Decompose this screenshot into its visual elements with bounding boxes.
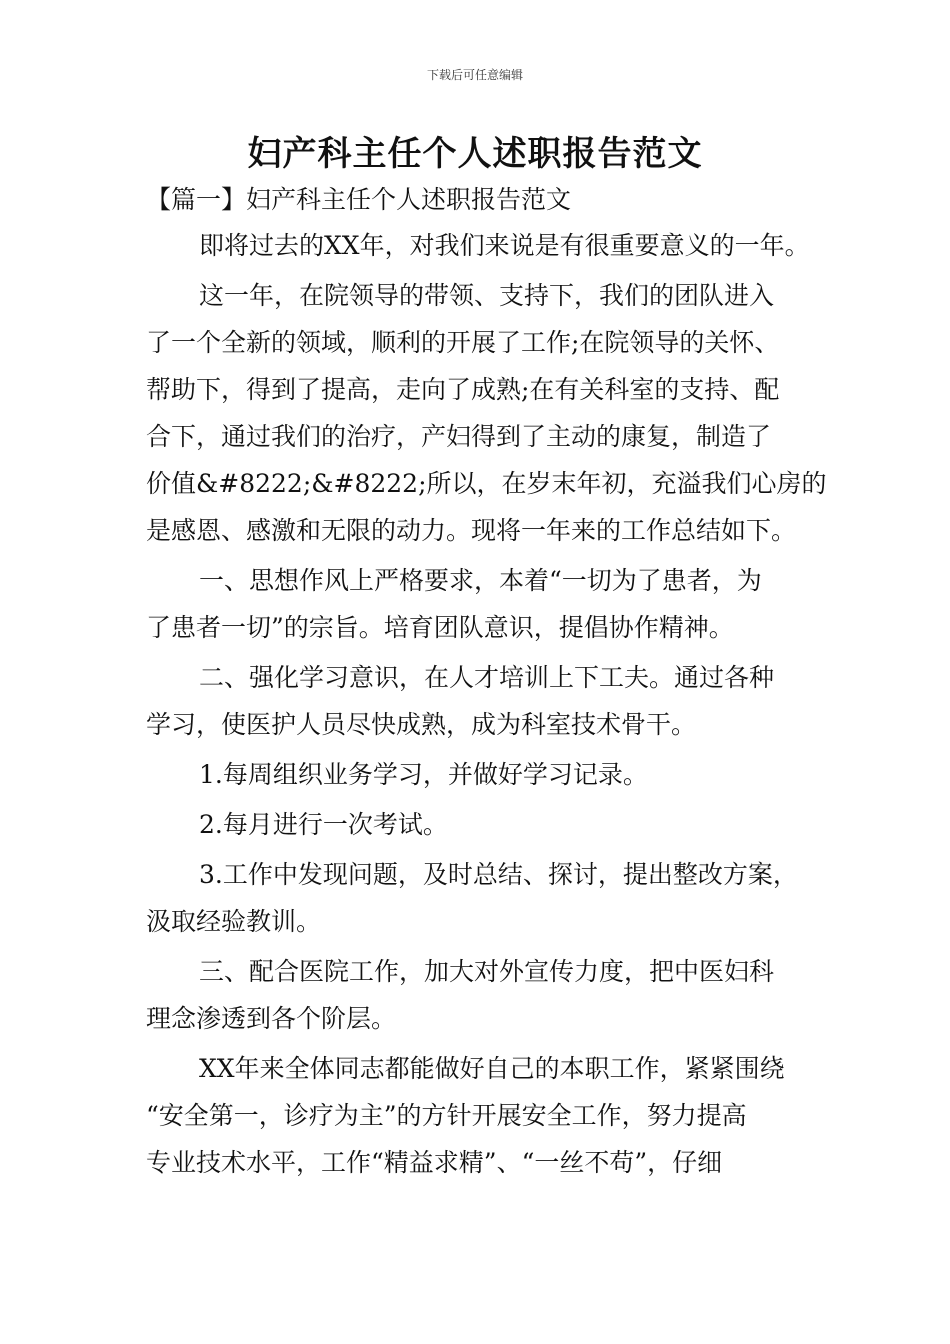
paragraph-line: 汲取经验教训。 [146,907,322,936]
paragraph-line: 三、配合医院工作，加大对外宣传力度，把中医妇科 [199,957,775,986]
paragraph-line: 价值&#8222;&#8222;所以，在岁末年初，充溢我们心房的 [146,469,827,498]
document-title: 妇产科主任个人述职报告范文 [247,134,703,174]
paragraph-line: 即将过去的XX年，对我们来说是有很重要意义的一年。 [199,231,810,260]
paragraph [146,272,827,554]
paragraph-line: 了患者一切”的宗旨。培育团队意识，提倡协作精神。 [146,613,734,642]
paragraph [146,1045,806,1186]
paragraph-line: 3.工作中发现问题，及时总结、探讨，提出整改方案， [199,860,798,889]
paragraph [146,851,806,945]
paragraph-line: 了一个全新的领域，顺利的开展了工作;在院领导的关怀、 [146,328,780,357]
paragraph-line: 帮助下，得到了提高，走向了成熟;在有关科室的支持、配 [146,375,780,404]
paragraph [146,751,806,798]
paragraph [146,557,806,651]
page-header-note: 下载后可任意编辑 [426,68,523,82]
document-body [146,222,827,1189]
paragraph-line: “安全第一，诊疗为主”的方针开展安全工作，努力提高 [146,1101,747,1130]
paragraph-line: 是感恩、感激和无限的动力。现将一年来的工作总结如下。 [146,516,797,545]
paragraph-line: 理念渗透到各个阶层。 [146,1004,397,1033]
paragraph-line: 一、思想作风上严格要求，本着“一切为了患者，为 [199,566,762,595]
paragraph-line: 这一年，在院领导的带领、支持下，我们的团队进入 [199,281,775,310]
paragraph-line: XX年来全体同志都能做好自己的本职工作，紧紧围绕 [199,1054,785,1083]
paragraph [146,801,806,848]
paragraph [146,654,806,748]
paragraph-line: 学习，使医护人员尽快成熟，成为科室技术骨干。 [146,710,697,739]
paragraph-line: 合下，通过我们的治疗，产妇得到了主动的康复，制造了 [146,422,772,451]
paragraph-line: 2.每月进行一次考试。 [199,810,448,839]
paragraph-line: 二、强化学习意识，在人才培训上下工夫。通过各种 [199,663,775,692]
paragraph-line: 1.每周组织业务学习，并做好学习记录。 [199,760,648,789]
paragraph-line: 专业技术水平，工作“精益求精”、“一丝不苟”，仔细 [146,1148,723,1177]
section-heading: 【篇一】妇产科主任个人述职报告范文 [146,185,572,214]
paragraph [146,948,806,1042]
paragraph [146,222,810,269]
